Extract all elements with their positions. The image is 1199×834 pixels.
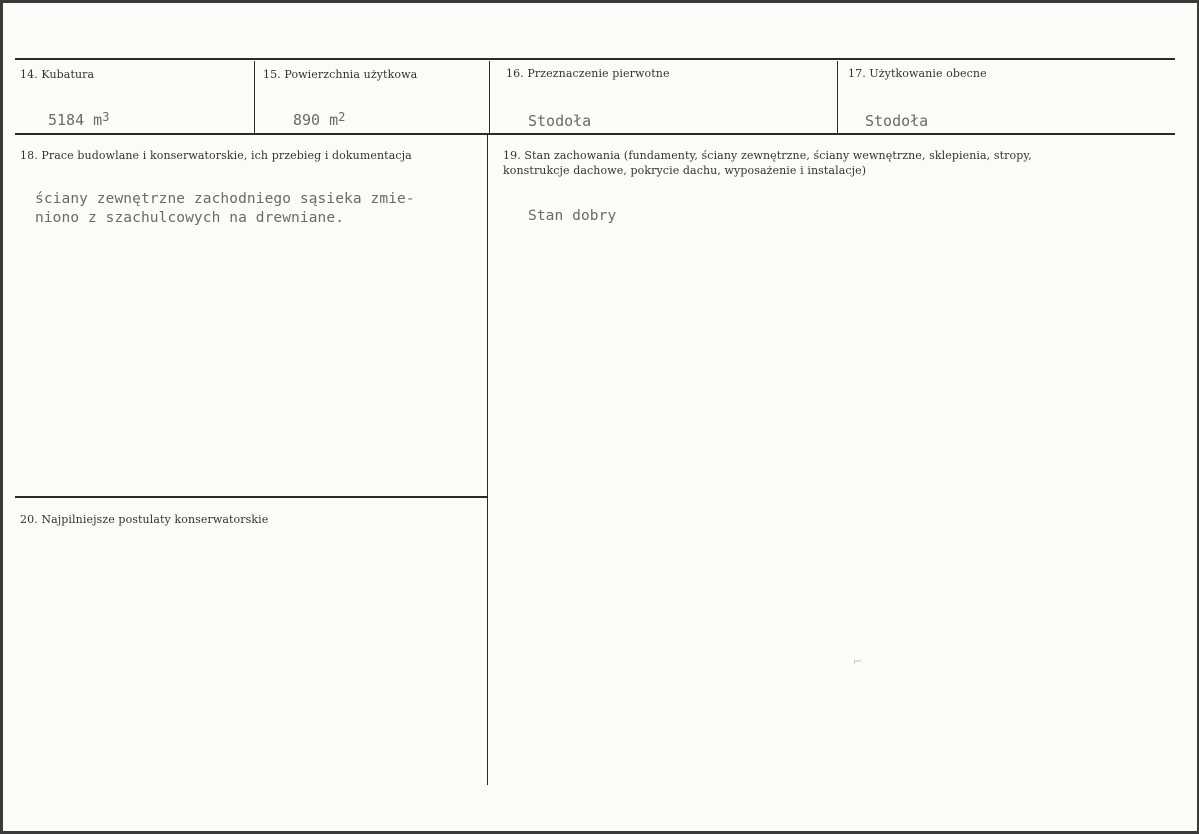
- field-17-label: 17. Użytkowanie obecne: [848, 67, 987, 80]
- field-16-value: Stodoła: [528, 112, 592, 130]
- field-16-label: 16. Przeznaczenie pierwotne: [506, 67, 670, 80]
- main-column-divider: [487, 135, 488, 785]
- field-18-line-1: ściany zewnętrzne zachodniego sąsieka zmie-: [35, 191, 415, 207]
- field-18-line-2: niono z szachulcowych na drewniane.: [35, 210, 345, 226]
- divider-14-15: [254, 61, 255, 133]
- field-19-label: 19. Stan zachowania (fundamenty, ściany zewnętrzne, ściany wewnętrzne, sklepienia, stropy, konstrukcje dachowe, pokrycie dachu, wyposażenie i instalacje): [503, 149, 1032, 177]
- field-14-label: 14. Kubatura: [20, 68, 95, 81]
- field-14-value: [48, 111, 109, 129]
- field-15-label: 15. Powierzchnia użytkowa: [263, 68, 418, 81]
- field-17-value: Stodoła: [865, 112, 929, 130]
- field-19-value: Stan dobry: [528, 208, 617, 224]
- area-value: 890 m: [293, 111, 339, 129]
- field-20-label: 20. Najpilniejsze postulaty konserwatorskie: [20, 513, 269, 526]
- top-rule: [15, 58, 1175, 60]
- area-exponent: 2: [338, 110, 346, 124]
- field-15-value: [293, 111, 345, 129]
- divider-16-17: [837, 61, 838, 133]
- row1-bottom-rule: [15, 133, 1175, 135]
- row3-top-rule: [15, 496, 487, 498]
- field-18-label: 18. Prace budowlane i konserwatorskie, ich przebieg i dokumentacja: [20, 149, 412, 162]
- kubatura-value: 5184 m: [48, 111, 103, 129]
- divider-15-16: [489, 61, 490, 133]
- stray-pencil-mark: ⌐: [853, 655, 863, 668]
- kubatura-exponent: 3: [102, 110, 110, 124]
